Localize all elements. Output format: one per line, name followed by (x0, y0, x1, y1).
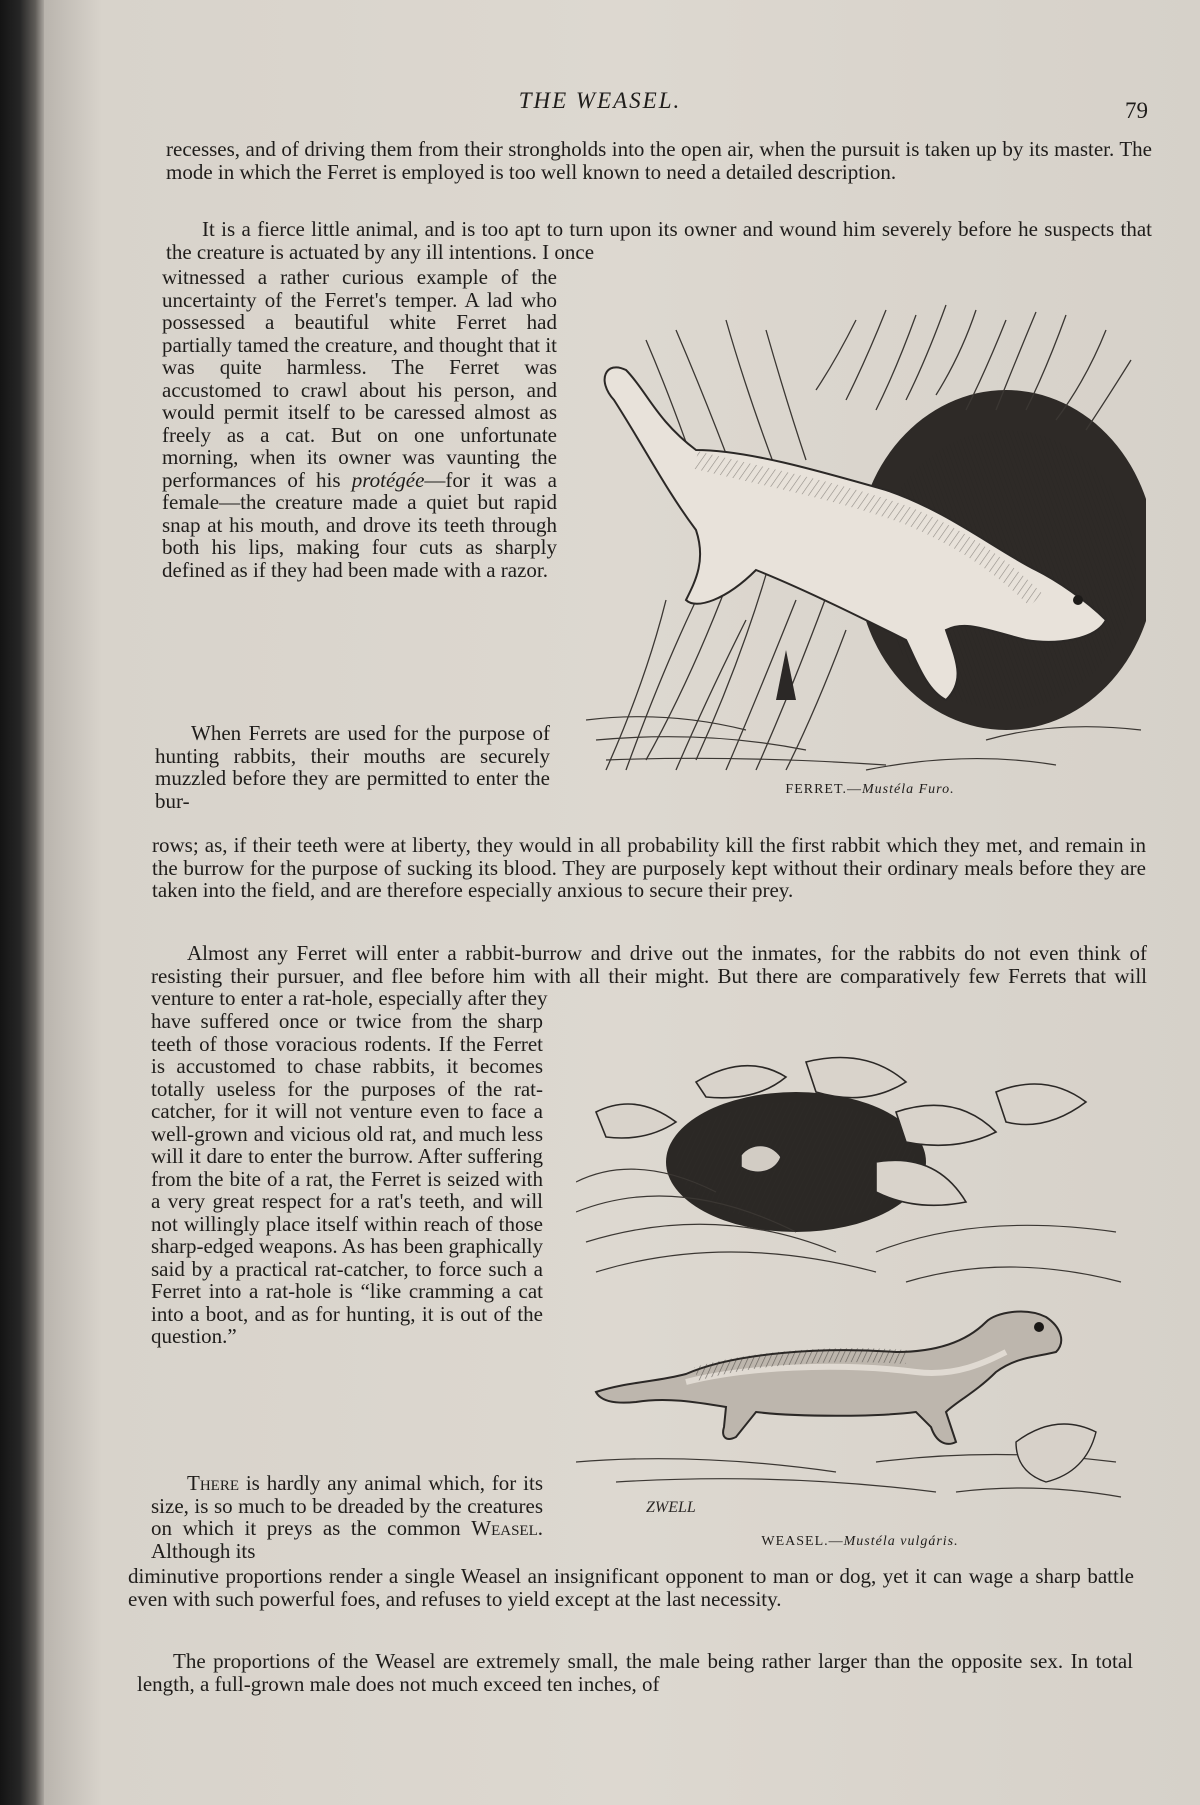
paragraph-2-text-end: —for it was a female—the creature made a quiet but rapid snap at his mouth, and drove its teeth through both his lips, making four cuts as sharply defined as if they had been made with a razor. (162, 467, 557, 582)
page-number: 79 (1125, 98, 1148, 123)
there-smallcaps: There (187, 1471, 239, 1495)
paragraph-3-full: rows; as, if their teeth were at liberty, they would in all probability kill the first rabbit which they met, and remain in the burrow for the purpose of sucking its blood. They are purposely kept without their ordinary meals before they are taken into the field, and are therefore especially anxious to secure their prey. (152, 833, 1146, 902)
paragraph-2-full: It is a fierce little animal, and is too apt to turn upon its owner and wound him severely before he suspects that the creature is actuated by any ill intentions. I once (166, 217, 1152, 264)
paragraph-5-full: diminutive proportions render a single Weasel an insignificant opponent to man or dog, yet it can wage a sharp battle even with such powerful foes, and refuses to yield except at the last necessity. (128, 1564, 1134, 1611)
book-spine-shadow (0, 0, 44, 1805)
paragraph-2-wrap (162, 266, 557, 581)
paragraph-5-text-end: . Although its (151, 1516, 543, 1563)
running-title: THE WEASEL. (518, 88, 682, 113)
weasel-smallcaps: Weasel (471, 1516, 538, 1540)
protegee-italic: protégée (351, 467, 425, 492)
weasel-caption-name: WEASEL.— (761, 1534, 844, 1549)
ferret-caption-name: FERRET.— (785, 782, 862, 797)
engraver-signature: ZWELL (646, 1499, 696, 1516)
paragraph-5-wrap (151, 1472, 543, 1562)
paragraph-3-wrap: When Ferrets are used for the purpose of hunting rabbits, their mouths are securely muzzled before they are permitted to enter the bur- (155, 721, 550, 813)
paragraph-5-text: is hardly any animal which, for its size, is so much to be dreaded by the creatures on which it preys as the common (151, 1471, 543, 1540)
paragraph-4-wrap: have suffered once or twice from the sharp teeth of those voracious rodents. If the Ferret is accustomed to chase rabbits, it becomes totally useless for the purposes of the rat-catcher, for it will not venture even to face a well-grown and vicious old rat, and much less will it dare to enter the burrow. After suffering from the bite of a rat, the Ferret is seized with a very great respect for a rat's teeth, and will not willingly place itself within reach of those sharp-edged weapons. As has been graphically said by a practical rat-catcher, to force such a Ferret into a rat-hole is “like cramming a cat into a boot, and as for hunting, it is out of the question.” (151, 1009, 543, 1348)
ferret-engraving-icon (586, 300, 1146, 778)
weasel-caption (720, 1534, 1000, 1550)
paragraph-6-full: The proportions of the Weasel are extremely small, the male being rather larger than the opposite sex. In total length, a full-grown male does not much exceed ten inches, of (137, 1649, 1133, 1696)
paragraph-2-text: witnessed a rather curious example of the uncertainty of the Ferret's temper. A lad who possessed a beautiful white Ferret had partially tamed the creature, and thought that it was quite harmless. The Ferret was accustomed to crawl about his person, and would permit itself to be caressed almost as freely as a cat. But on one unfortunate morning, when its owner was vaunting the performances of his (162, 265, 557, 492)
weasel-caption-latin: Mustéla vulgáris. (843, 1534, 959, 1549)
ferret-caption (740, 782, 1000, 798)
ferret-caption-latin: Mustéla Furo. (861, 782, 955, 797)
weasel-engraving-icon (576, 1052, 1128, 1520)
paragraph-1: recesses, and of driving them from their strongholds into the open air, when the pursuit is taken up by its master. The mode in which the Ferret is employed is too well known to need a detailed description. (166, 137, 1152, 184)
paragraph-4-full: Almost any Ferret will enter a rabbit-burrow and drive out the inmates, for the rabbits do not even think of resisting their pursuer, and flee before him with all their might. But there are comparatively few Ferrets that will venture to enter a rat-hole, especially after they (151, 941, 1147, 1010)
